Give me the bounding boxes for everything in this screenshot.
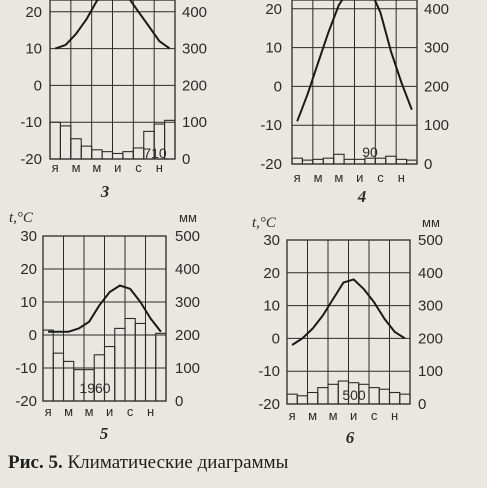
precipitation-bar	[115, 328, 125, 401]
precipitation-tick-label: 300	[418, 297, 444, 315]
precipitation-bar	[60, 126, 70, 159]
precipitation-bar	[355, 159, 365, 164]
temperature-tick-label: 20	[20, 261, 37, 278]
temperature-tick-label: -10	[258, 363, 280, 381]
temperature-tick-label: -20	[20, 151, 42, 168]
month-label: м	[84, 404, 94, 419]
temperature-tick-label: 20	[263, 264, 280, 282]
annual-precipitation-label: 1960	[79, 380, 111, 396]
precipitation-bar	[64, 361, 74, 401]
precipitation-bar	[308, 393, 318, 404]
diagram-number-label: 3	[100, 182, 110, 201]
temperature-unit-label: t,°C	[252, 215, 276, 231]
temperature-tick-label: -20	[258, 396, 280, 413]
month-label: с	[377, 170, 384, 185]
precipitation-tick-label: 0	[418, 396, 427, 413]
temperature-tick-label: 0	[33, 77, 42, 95]
precipitation-bar	[81, 146, 91, 159]
precipitation-bar	[386, 156, 396, 164]
month-label: я	[293, 170, 301, 185]
precipitation-bar	[323, 158, 333, 164]
precipitation-unit-label: мм	[422, 215, 440, 230]
annual-precipitation-label: 90	[362, 144, 378, 160]
precipitation-bar	[369, 388, 379, 404]
figure-caption-text: Климатические диаграммы	[67, 452, 289, 473]
precipitation-bar	[71, 139, 81, 159]
temperature-tick-label: -10	[260, 117, 282, 135]
precipitation-bar	[379, 389, 389, 404]
precipitation-tick-label: 400	[182, 3, 208, 21]
precipitation-bar	[156, 333, 166, 401]
precipitation-tick-label: 0	[424, 156, 433, 173]
diagram-number-label: 5	[99, 424, 109, 443]
precipitation-bar	[133, 148, 143, 159]
precipitation-tick-label: 400	[424, 0, 450, 18]
precipitation-bar	[318, 388, 328, 404]
temperature-tick-label: -10	[20, 114, 42, 132]
precipitation-tick-label: 200	[175, 327, 201, 344]
precipitation-bar	[344, 159, 354, 164]
month-label: м	[328, 408, 338, 423]
month-label: я	[44, 404, 52, 419]
temperature-tick-label: 10	[20, 294, 37, 311]
precipitation-bar	[50, 122, 60, 159]
precipitation-bar	[92, 150, 102, 159]
temperature-tick-label: 20	[25, 3, 42, 21]
temperature-tick-label: 10	[263, 297, 280, 315]
precipitation-bar	[292, 158, 302, 164]
month-label: н	[155, 160, 163, 175]
precipitation-tick-label: 200	[418, 330, 444, 348]
month-label: н	[391, 408, 399, 423]
figure-caption-label: Рис. 5.	[8, 452, 63, 473]
temperature-tick-label: -20	[260, 156, 282, 173]
diagram-number-label: 6	[345, 428, 355, 447]
precipitation-tick-label: 300	[182, 40, 208, 58]
precipitation-tick-label: 200	[182, 77, 208, 95]
month-label: н	[397, 170, 405, 185]
month-label: с	[135, 160, 142, 175]
diagram-number-label: 4	[357, 187, 367, 206]
month-label: и	[105, 404, 114, 419]
month-label: с	[370, 408, 378, 423]
temperature-tick-label: 10	[25, 40, 42, 58]
precipitation-bar	[297, 396, 307, 404]
month-label: и	[114, 160, 122, 175]
precipitation-bar	[43, 330, 53, 401]
precipitation-tick-label: 0	[175, 393, 184, 410]
month-label: с	[126, 404, 134, 419]
month-label: м	[71, 160, 81, 175]
precipitation-tick-label: 300	[424, 39, 450, 57]
month-label: и	[349, 408, 358, 423]
temperature-tick-label: 20	[265, 0, 282, 18]
temperature-tick-label: 0	[273, 78, 282, 96]
precipitation-unit-label: мм	[179, 210, 197, 225]
temperature-tick-label: 10	[265, 39, 282, 57]
precipitation-tick-label: 100	[418, 363, 444, 381]
precipitation-bar	[396, 159, 406, 164]
precipitation-bar	[328, 384, 338, 404]
precipitation-tick-label: 400	[418, 264, 444, 282]
month-label: м	[313, 170, 323, 185]
climate-diagram-3	[50, 0, 175, 159]
month-label: я	[51, 160, 59, 175]
climate-diagram-5	[43, 236, 166, 401]
month-label: и	[356, 170, 364, 185]
temperature-tick-label: 30	[263, 232, 280, 249]
month-label: м	[334, 170, 344, 185]
precipitation-bar	[125, 319, 135, 402]
temperature-tick-label: 0	[28, 327, 37, 344]
precipitation-tick-label: 0	[182, 151, 191, 168]
precipitation-tick-label: 100	[424, 117, 450, 135]
precipitation-tick-label: 500	[175, 228, 201, 245]
precipitation-tick-label: 300	[175, 294, 201, 311]
precipitation-bar	[400, 394, 410, 404]
temperature-tick-label: 30	[20, 228, 37, 245]
precipitation-bar	[287, 394, 297, 404]
precipitation-bar	[313, 159, 323, 164]
precipitation-tick-label: 100	[182, 114, 208, 132]
precipitation-tick-label: 500	[418, 232, 444, 249]
month-label: м	[308, 408, 318, 423]
temperature-unit-label: t,°C	[9, 210, 33, 226]
precipitation-tick-label: 200	[424, 78, 450, 96]
temperature-tick-label: 0	[271, 330, 280, 348]
temperature-tick-label: -10	[15, 360, 37, 377]
figure-caption	[8, 452, 288, 474]
precipitation-bar	[334, 154, 344, 164]
climate-diagram-4	[292, 0, 417, 164]
month-label: я	[288, 408, 296, 423]
precipitation-bar	[123, 152, 133, 159]
climate-diagram-6	[287, 240, 410, 404]
precipitation-tick-label: 100	[175, 360, 201, 377]
precipitation-bar	[390, 393, 400, 404]
month-label: м	[92, 160, 102, 175]
annual-precipitation-label: 500	[342, 387, 366, 403]
month-label: м	[64, 404, 74, 419]
precipitation-bar	[102, 152, 112, 159]
month-label: н	[147, 404, 155, 419]
precipitation-tick-label: 400	[175, 261, 201, 278]
temperature-tick-label: -20	[15, 393, 37, 410]
precipitation-bar	[113, 153, 123, 159]
precipitation-bar	[53, 353, 63, 401]
annual-precipitation-label: 710	[143, 145, 167, 161]
